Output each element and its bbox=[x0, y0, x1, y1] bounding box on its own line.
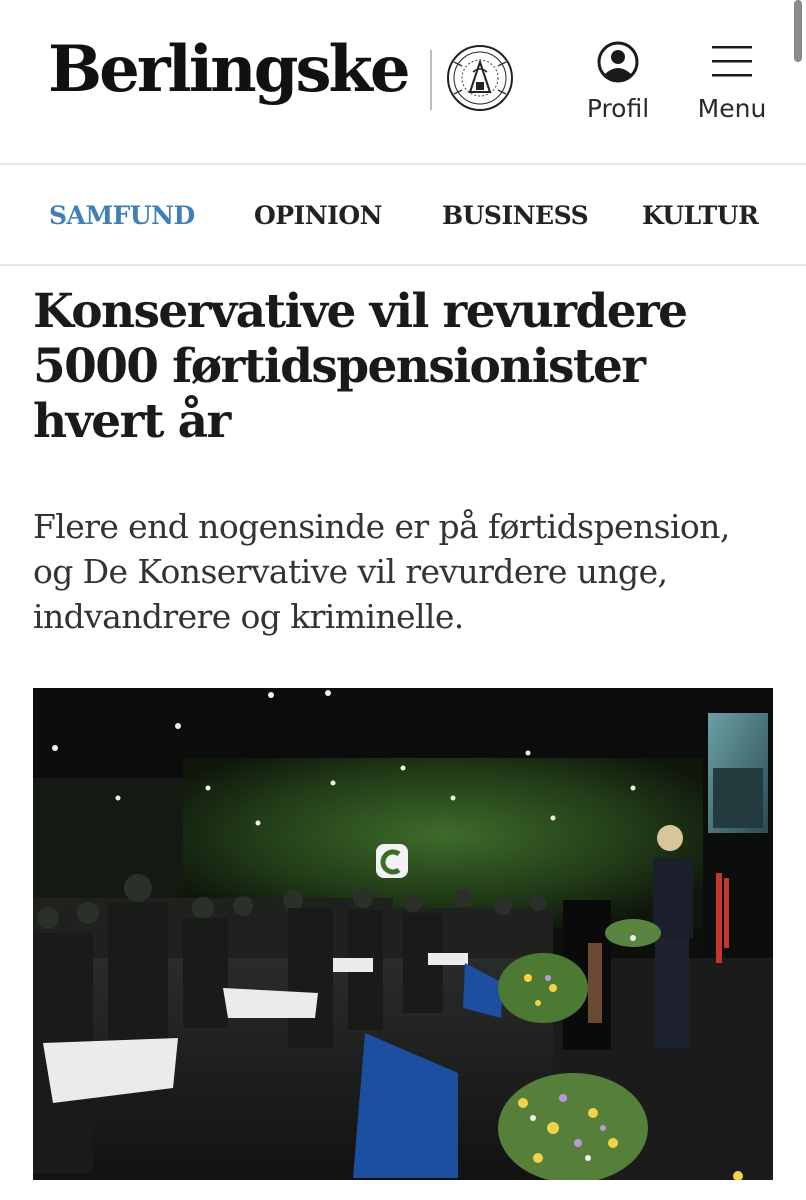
user-circle-icon bbox=[596, 40, 640, 84]
article-photo[interactable] bbox=[33, 688, 773, 1180]
nav-item-business[interactable]: BUSINESS bbox=[442, 201, 589, 230]
conference-hall-photo bbox=[33, 688, 773, 1180]
article-headline: Konservative vil revurdere 5000 førtidspensionister hvert år bbox=[33, 284, 687, 449]
nav-item-opinion[interactable]: OPINION bbox=[254, 201, 382, 230]
article-lede: Flere end nogensinde er på førtidspension, og De Konservative vil revurdere unge, indvandrere og kriminelle. bbox=[33, 507, 730, 636]
hamburger-icon bbox=[710, 40, 754, 84]
profile-button[interactable] bbox=[584, 40, 652, 123]
site-header bbox=[0, 0, 806, 165]
nav-item-kultur[interactable]: KULTUR bbox=[642, 201, 759, 230]
nav-item-samfund[interactable]: SAMFUND bbox=[49, 201, 195, 230]
crest-seal-icon bbox=[440, 42, 520, 114]
menu-button[interactable] bbox=[694, 40, 770, 123]
logo-divider bbox=[430, 50, 432, 110]
site-logo[interactable]: Berlingske bbox=[48, 32, 408, 107]
scrollbar[interactable] bbox=[794, 0, 802, 62]
section-nav bbox=[0, 167, 806, 266]
menu-label: Menu bbox=[697, 94, 767, 123]
profile-label: Profil bbox=[586, 94, 650, 123]
